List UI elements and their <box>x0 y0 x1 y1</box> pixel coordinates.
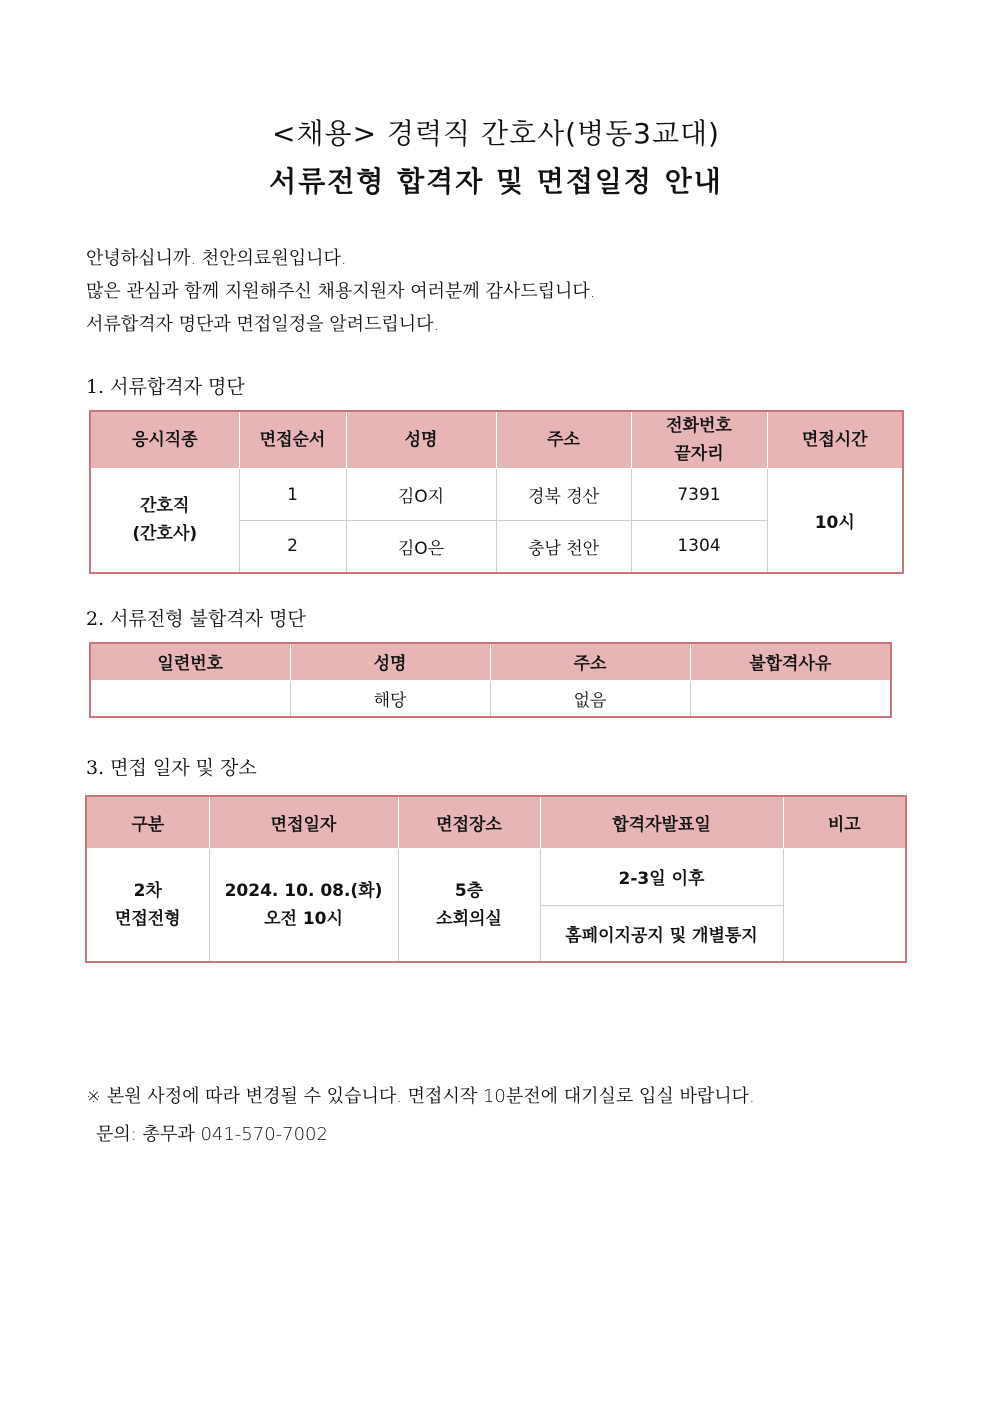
date-cell <box>209 848 398 962</box>
name-cell: 김O은 <box>346 521 496 573</box>
notice-text <box>86 1078 755 1154</box>
table-row <box>86 848 906 905</box>
page-title-line1: <채용> 경력직 간호사(병동3교대) <box>272 117 720 150</box>
place-cell <box>398 848 540 962</box>
name-cell: 김O지 <box>346 469 496 521</box>
reason-cell <box>690 680 891 717</box>
header-phone <box>631 411 767 469</box>
header-type: 구분 <box>86 796 209 848</box>
intro-line-1: 안녕하십니까. 천안의료원입니다. <box>86 248 347 269</box>
header-reason: 불합격사유 <box>690 643 891 680</box>
interview-schedule-table <box>85 795 907 963</box>
table-header-row <box>86 796 906 848</box>
serial-cell <box>90 680 290 717</box>
type-line2: 면접전형 <box>114 908 181 929</box>
section3-heading: 3. 면접 일자 및 장소 <box>86 757 257 779</box>
header-address: 주소 <box>490 643 690 680</box>
table-header-row <box>90 411 903 469</box>
header-serial: 일련번호 <box>90 643 290 680</box>
intro-text <box>86 242 596 341</box>
job-line1: 간호직 <box>140 496 190 517</box>
header-announce: 합격자발표일 <box>540 796 783 848</box>
date-line2: 오전 10시 <box>264 908 343 929</box>
address-cell: 경북 경산 <box>496 469 631 521</box>
intro-line-3: 서류합격자 명단과 면접일정을 알려드립니다. <box>86 314 440 335</box>
contact-line: 문의: 총무과 041-570-7002 <box>96 1124 328 1145</box>
time-cell: 10시 <box>767 469 903 573</box>
type-line1: 2차 <box>133 880 162 901</box>
header-job: 응시직종 <box>90 411 239 469</box>
failed-applicants-table <box>89 642 892 718</box>
job-cell <box>90 469 239 573</box>
header-name: 성명 <box>346 411 496 469</box>
passed-applicants-table <box>89 410 904 574</box>
place-line1: 5층 <box>454 880 484 901</box>
header-phone-line1: 전화번호 <box>666 416 732 436</box>
note-cell <box>783 848 906 962</box>
job-line2: (간호사) <box>132 524 198 545</box>
table-row <box>90 680 891 717</box>
notice-line-1: ※ 본원 사정에 따라 변경될 수 있습니다. 면접시작 10분전에 대기실로 입실 바랍니다. <box>86 1086 755 1107</box>
header-order: 면접순서 <box>239 411 346 469</box>
section1-heading: 1. 서류합격자 명단 <box>86 376 245 398</box>
phone-cell: 1304 <box>631 521 767 573</box>
order-cell: 1 <box>239 469 346 521</box>
header-place: 면접장소 <box>398 796 540 848</box>
table-header-row <box>90 643 891 680</box>
table-row <box>90 469 903 521</box>
address-cell: 없음 <box>490 680 690 717</box>
address-cell: 충남 천안 <box>496 521 631 573</box>
name-cell: 해당 <box>290 680 490 717</box>
header-time: 면접시간 <box>767 411 903 469</box>
type-cell <box>86 848 209 962</box>
header-date: 면접일자 <box>209 796 398 848</box>
announce-cell-1: 2-3일 이후 <box>540 848 783 905</box>
phone-cell: 7391 <box>631 469 767 521</box>
order-cell: 2 <box>239 521 346 573</box>
announce-cell-2: 홈페이지공지 및 개별통지 <box>540 905 783 962</box>
place-line2: 소회의실 <box>436 908 502 929</box>
intro-line-2: 많은 관심과 함께 지원해주신 채용지원자 여러분께 감사드립니다. <box>86 281 596 302</box>
header-address: 주소 <box>496 411 631 469</box>
header-name: 성명 <box>290 643 490 680</box>
header-phone-line2: 끝자리 <box>674 444 724 464</box>
header-note: 비고 <box>783 796 906 848</box>
date-line1: 2024. 10. 08.(화) <box>224 880 383 901</box>
section2-heading: 2. 서류전형 불합격자 명단 <box>86 608 306 630</box>
page-title-line2: 서류전형 합격자 및 면접일정 안내 <box>269 165 723 198</box>
